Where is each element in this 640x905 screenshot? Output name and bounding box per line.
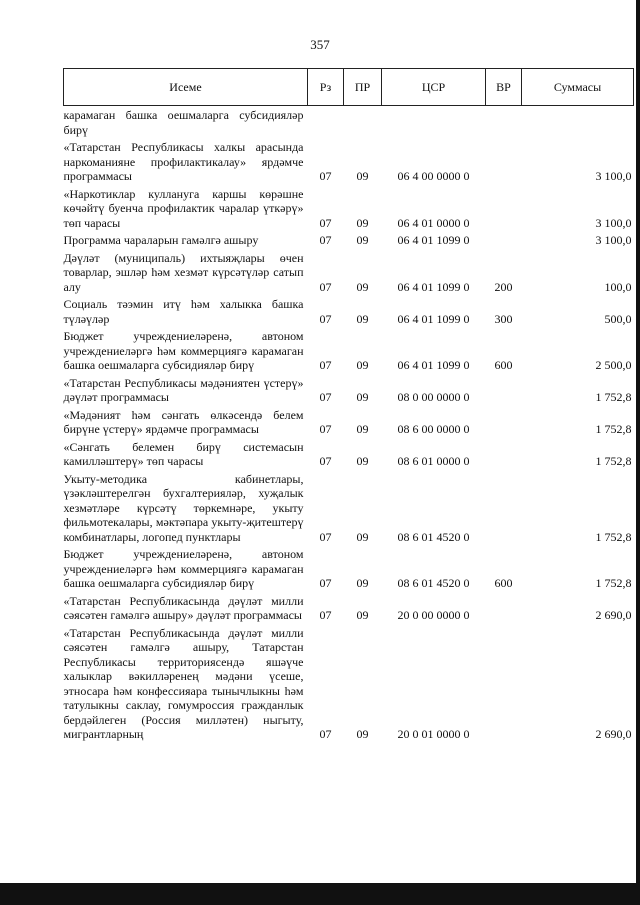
row-name: «Татарстан Республикасында дәүләт милли сәясәтен гамәлгә ашыру» дәүләт программасы <box>63 593 304 622</box>
table-row <box>64 231 634 249</box>
header-csr: ЦСР <box>382 69 486 106</box>
table-row <box>64 295 634 327</box>
row-rz: 07 <box>319 311 332 326</box>
row-vr: 600 <box>494 576 513 590</box>
table-row <box>64 374 634 406</box>
table-row <box>64 327 634 374</box>
row-name: Социаль тәэмин итү һәм халыкка башка түләүләр <box>63 297 304 326</box>
row-csr: 08 6 01 0000 0 <box>397 454 470 468</box>
budget-table <box>63 68 634 743</box>
table-row <box>64 249 634 296</box>
row-rz: 07 <box>319 279 332 294</box>
row-rz: 07 <box>319 454 332 468</box>
row-name: «Сәнгать белемен бирү системасын камилләштерү» төп чарасы <box>63 439 304 468</box>
row-rz: 07 <box>319 358 332 372</box>
table-row <box>64 470 634 546</box>
row-rz <box>308 106 344 139</box>
row-name: Программа чараларын гамәлгә ашыру <box>63 233 259 247</box>
header-rz: Рз <box>308 69 344 106</box>
row-name: карамаган башка оешмаларга субсидияләр бирү <box>63 108 304 137</box>
row-csr: 20 0 01 0000 0 <box>397 727 470 741</box>
row-rz: 07 <box>319 169 332 183</box>
row-sum: 100,0 <box>604 279 632 294</box>
table-row <box>64 138 634 185</box>
header-vr: ВР <box>486 69 522 106</box>
row-sum: 3 100,0 <box>595 233 632 247</box>
row-pr: 09 <box>356 215 369 230</box>
row-pr: 09 <box>356 727 369 741</box>
row-pr: 09 <box>356 422 369 436</box>
row-name: «Мәдәният һәм сәнгать өлкәсендә белем бирүне үстерү» ярдәмче программасы <box>63 407 304 436</box>
row-vr: 200 <box>494 279 513 294</box>
page-edge-bottom <box>0 883 640 905</box>
row-name: Укыту-методика кабинетлары, үзәкләштерелгән бухгалтерияләр, хуҗалык хезмәтләре күрсәтү төркемнәре, укыту фильмотекалары, мәктәпара укыту-җитештерү комбинатлары, логопед пунктлары <box>63 471 304 544</box>
row-pr: 09 <box>356 311 369 326</box>
header-name: Исеме <box>64 69 308 106</box>
row-name: «Наркотиклар куллануга каршы көрәшне көчәйтү буенча профилактик чаралар үткәрү» төп чарасы <box>63 186 304 230</box>
row-sum: 2 690,0 <box>595 727 632 741</box>
row-pr <box>344 106 382 139</box>
row-rz: 07 <box>319 727 332 741</box>
table-row <box>64 624 634 743</box>
row-vr <box>486 438 522 470</box>
row-csr: 06 4 01 1099 0 <box>397 358 470 372</box>
row-pr: 09 <box>356 169 369 183</box>
table-header-row <box>64 69 634 106</box>
row-rz: 07 <box>319 422 332 436</box>
row-vr <box>486 106 522 139</box>
row-name: Бюджет учреждениеләренә, автоном учреждениеләргә һәм коммерциягә карамаган башка оешмаларга субсидияләр бирү <box>63 329 304 372</box>
row-sum <box>522 106 634 139</box>
row-sum: 1 752,8 <box>595 390 632 404</box>
row-csr: 08 6 01 4520 0 <box>397 529 470 544</box>
row-vr: 600 <box>494 358 513 372</box>
row-rz: 07 <box>319 608 332 622</box>
row-rz: 07 <box>319 576 332 590</box>
row-rz: 07 <box>319 529 332 544</box>
row-vr <box>486 592 522 624</box>
row-vr <box>486 185 522 232</box>
row-sum: 1 752,8 <box>595 576 632 590</box>
row-csr: 06 4 01 1099 0 <box>397 311 470 326</box>
row-vr <box>486 138 522 185</box>
row-csr: 06 4 00 0000 0 <box>397 169 470 183</box>
row-vr <box>486 470 522 546</box>
row-rz: 07 <box>319 215 332 230</box>
row-name: «Татарстан Республикасы мәдәниятен үстерү» дәүләт программасы <box>63 375 304 404</box>
page-edge-right <box>636 0 640 905</box>
page-number: 357 <box>310 37 330 52</box>
row-csr: 08 6 00 0000 0 <box>397 422 470 436</box>
row-pr: 09 <box>356 454 369 468</box>
table-row <box>64 592 634 624</box>
row-name: Дәүләт (муниципаль) ихтыяҗлары өчен товарлар, эшләр һәм хезмәт күрсәтүләр сатып алу <box>63 250 304 294</box>
row-csr: 06 4 01 0000 0 <box>397 215 470 230</box>
row-csr: 08 6 01 4520 0 <box>397 576 470 590</box>
row-sum: 3 100,0 <box>595 169 632 183</box>
row-vr: 300 <box>494 311 513 326</box>
table-row <box>64 438 634 470</box>
row-rz: 07 <box>319 233 332 247</box>
table-row <box>64 185 634 232</box>
table-row <box>64 545 634 592</box>
row-sum: 1 752,8 <box>595 422 632 436</box>
row-csr: 06 4 01 1099 0 <box>397 279 470 294</box>
row-pr: 09 <box>356 233 369 247</box>
row-csr: 20 0 00 0000 0 <box>397 608 470 622</box>
header-sum: Суммасы <box>522 69 634 106</box>
row-sum: 1 752,8 <box>595 529 632 544</box>
row-pr: 09 <box>356 529 369 544</box>
row-name: «Татарстан Республикасы халкы арасында наркоманияне профилактикалау» ярдәмче программасы <box>63 140 304 183</box>
row-csr: 08 0 00 0000 0 <box>397 390 470 404</box>
row-pr: 09 <box>356 390 369 404</box>
row-sum: 2 500,0 <box>595 358 632 372</box>
row-rz: 07 <box>319 390 332 404</box>
row-vr <box>486 624 522 743</box>
row-vr <box>486 374 522 406</box>
row-csr <box>382 106 486 139</box>
row-sum: 2 690,0 <box>595 608 632 622</box>
row-vr <box>486 231 522 249</box>
row-vr <box>486 406 522 438</box>
row-name: «Татарстан Республикасында дәүләт милли сәясәтен гамәлгә ашыру, Татарстан Республикасы территориясендә яшәүче халыклар вәкилләренең мәдәни үсеше, этносара һәм конфессияара тынычлыкны һәм татулыкны саклау, гомумроссия гражданлык бердәйлеген (Россия милләтен) ныгыту, мигрантларның <box>63 625 304 741</box>
row-name: Бюджет учреждениеләренә, автоном учреждениеләргә һәм коммерциягә карамаган башка оешмаларга субсидияләр бирү <box>63 547 304 590</box>
row-pr: 09 <box>356 608 369 622</box>
row-pr: 09 <box>356 358 369 372</box>
row-pr: 09 <box>356 576 369 590</box>
table-row <box>64 406 634 438</box>
row-sum: 1 752,8 <box>595 454 632 468</box>
table-row <box>64 106 634 139</box>
header-pr: ПР <box>344 69 382 106</box>
row-pr: 09 <box>356 279 369 294</box>
row-csr: 06 4 01 1099 0 <box>397 233 470 247</box>
row-sum: 3 100,0 <box>595 215 632 230</box>
row-sum: 500,0 <box>604 311 632 326</box>
